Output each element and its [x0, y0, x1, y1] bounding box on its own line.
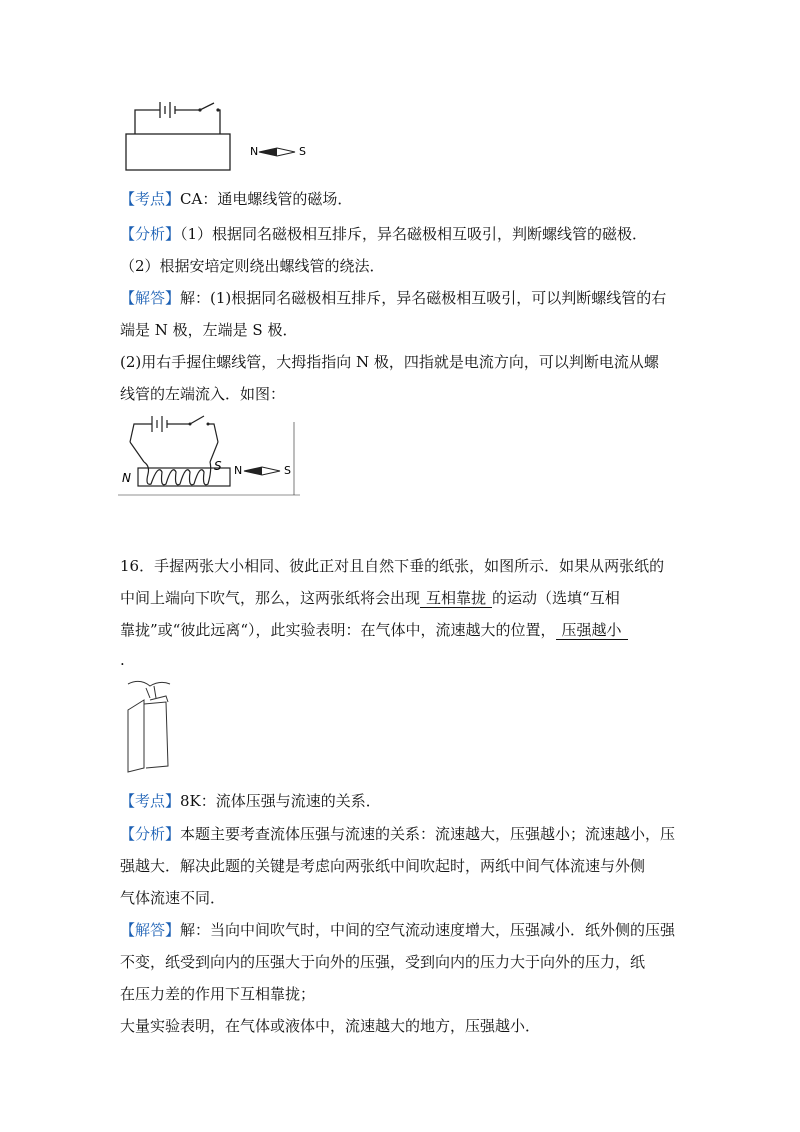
figure-solenoid-wound — [118, 400, 300, 498]
jieda-line: 解：(1)根据同名磁极相互排斥，异名磁极相互吸引，可以判断螺线管的右 — [180, 289, 667, 307]
figure-solenoid-blank — [120, 92, 320, 182]
fenxi2-row-1 — [120, 824, 675, 844]
jieda-row-1 — [120, 288, 666, 308]
coil-s-label: S — [214, 459, 222, 473]
jieda-row-3: (2)用右手握住螺线管，大拇指指向 N 极，四指就是电流方向，可以判断电流从螺 — [120, 353, 659, 371]
fenxi2-row-3: 气体流速不同． — [120, 889, 226, 907]
fenxi-tag: 【分析】 — [120, 225, 181, 243]
kaodian-tag-2: 【考点】 — [120, 792, 181, 810]
jieda2-row-2: 不变，纸受到向内的压强大于向外的压强，受到向内的压力大于向外的压力，纸 — [120, 953, 646, 971]
kaodian-text-2: 8K：流体压强与流速的关系． — [180, 792, 381, 810]
q16-line-2-post: 的运动（选填“互相 — [492, 589, 620, 607]
fenxi-line: （1）根据同名磁极相互排斥，异名磁极相互吸引，判断螺线管的磁极． — [180, 225, 648, 243]
fenxi-tag-2: 【分析】 — [120, 825, 181, 843]
fenxi-row-2: （2）根据安培定则绕出螺线管的绕法． — [120, 257, 385, 275]
answer-blank-2: 压强越小 — [556, 621, 628, 640]
jieda-row-2: 端是 N 极，左端是 S 极． — [120, 321, 298, 339]
fenxi2-row-2: 强越大．解决此题的关键是考虑向两张纸中间吹起时，两纸中间气体流速与外侧 — [120, 857, 646, 875]
jieda-tag-2: 【解答】 — [120, 921, 181, 939]
q16-line-4: . — [120, 651, 125, 669]
answer-blank-1: 互相靠拢 — [420, 589, 492, 608]
fenxi2-line: 本题主要考查流体压强与流速的关系：流速越大，压强越小；流速越小，压 — [180, 825, 676, 843]
kaodian-row-2 — [120, 791, 381, 811]
needle-n-label: N — [250, 145, 259, 158]
fenxi-row-1 — [120, 224, 647, 244]
q16-line-3 — [120, 620, 628, 640]
q16-line-3-pre: 靠拢”或“彼此远离“），此实验表明：在气体中，流速越大的位置， — [120, 621, 556, 639]
jieda-tag: 【解答】 — [120, 289, 181, 307]
needle-s-label: S — [299, 145, 306, 158]
jieda2-row-3: 在压力差的作用下互相靠拢； — [120, 985, 316, 1003]
coil-n-label: N — [122, 471, 131, 485]
needle2-s-label: S — [284, 464, 291, 477]
q16-line-2-pre: 中间上端向下吹气，那么，这两张纸将会出现 — [120, 589, 421, 607]
needle2-n-label: N — [234, 464, 243, 477]
kaodian-row-1 — [120, 189, 352, 209]
jieda2-line: 解：当向中间吹气时，中间的空气流动速度增大，压强减小．纸外侧的压强 — [180, 921, 676, 939]
kaodian-tag: 【考点】 — [120, 190, 181, 208]
jieda2-row-4: 大量实验表明，在气体或液体中，流速越大的地方，压强越小． — [120, 1017, 541, 1035]
kaodian-text: CA：通电螺线管的磁场． — [180, 190, 353, 208]
figure-paper-sheets — [120, 676, 190, 776]
q16-line-1: 16．手握两张大小相同、彼此正对且自然下垂的纸张，如图所示．如果从两张纸的 — [120, 557, 665, 575]
jieda2-row-1 — [120, 920, 675, 940]
q16-line-2 — [120, 588, 620, 608]
jieda-row-4: 线管的左端流入．如图： — [120, 385, 286, 403]
